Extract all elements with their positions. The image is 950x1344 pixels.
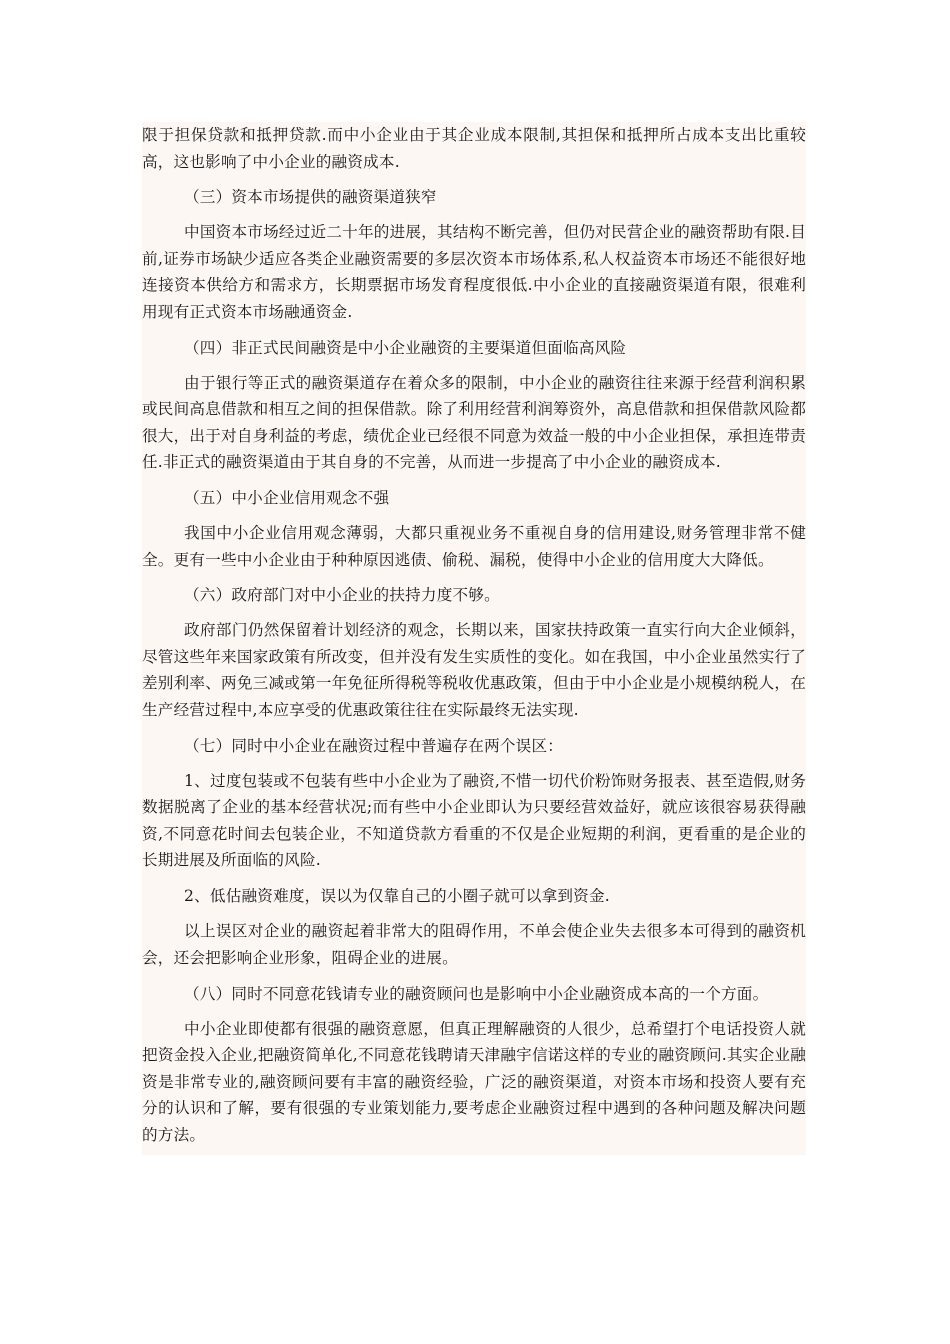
paragraph-government-support: 政府部门仍然保留着计划经济的观念，长期以来，国家扶持政策一直实行向大企业倾斜，尽管这些年来国家政策有所改变，但并没有发生实质性的变化。如在我国，中小企业虽然实行了差别利率、两免三减或第一年免征所得税等税收优惠政策，但由于中小企业是小规模纳税人，在生产经营过程中,本应享受的优惠政策往往在实际最终无法实现. xyxy=(142,621,806,719)
document-body xyxy=(142,122,806,1155)
section-heading-7: （七）同时中小企业在融资过程中普遍存在两个误区： xyxy=(184,736,564,755)
section-heading-5: （五）中小企业信用观念不强 xyxy=(184,488,390,507)
paragraph-misconception-2: 2、低估融资难度，误以为仅靠自己的小圈子就可以拿到资金. xyxy=(184,886,610,905)
paragraph-financing-advisor: 中小企业即使都有很强的融资意愿，但真正理解融资的人很少，总希望打个电话投资人就把资金投入企业,把融资简单化,不同意花钱聘请天津融宇信诺这样的专业的融资顾问.其实企业融资是非常专业的,融资顾问要有丰富的融资经验，广泛的融资渠道，对资本市场和投资人要有充分的认识和了解，要有很强的专业策划能力,要考虑企业融资过程中遇到的各种问题及解决问题的方法。 xyxy=(142,1019,806,1145)
paragraph-capital-market: 中国资本市场经过近二十年的进展，其结构不断完善，但仍对民营企业的融资帮助有限.目前,证券市场缺少适应各类企业融资需要的多层次资本市场体系,私人权益资本市场还不能很好地连接资本供给方和需求方，长期票据市场发育程度很低.中小企业的直接融资渠道有限，很难利用现有正式资本市场融通资金. xyxy=(142,223,806,321)
paragraph-misconception-impact: 以上误区对企业的融资起着非常大的阻碍作用，不单会使企业失去很多本可得到的融资机会，还会把影响企业形象，阻碍企业的进展。 xyxy=(142,922,806,968)
section-heading-3: （三）资本市场提供的融资渠道狭窄 xyxy=(184,188,437,207)
paragraph-credit-awareness: 我国中小企业信用观念薄弱，大都只重视业务不重视自身的信用建设,财务管理非常不健全。更有一些中小企业由于种种原因逃债、偷税、漏税，使得中小企业的信用度大大降低。 xyxy=(142,523,806,569)
section-heading-8: （八）同时不同意花钱请专业的融资顾问也是影响中小企业融资成本高的一个方面。 xyxy=(184,984,769,1003)
section-heading-4: （四）非正式民间融资是中小企业融资的主要渠道但面临高风险 xyxy=(184,338,627,357)
paragraph-guarantee-cost: 限于担保贷款和抵押贷款.而中小企业由于其企业成本限制,其担保和抵押所占成本支出比重较高，这也影响了中小企业的融资成本. xyxy=(142,126,806,171)
paragraph-misconception-1: 1、过度包装或不包装有些中小企业为了融资,不惜一切代价粉饰财务报表、甚至造假,财务数据脱离了企业的基本经营状况;而有些中小企业即认为只要经营效益好，就应该很容易获得融资,不同意花时间去包装企业，不知道贷款方看重的不仅是企业短期的利润，更看重的是企业的长期进展及所面临的风险. xyxy=(142,771,806,870)
section-heading-6: （六）政府部门对中小企业的扶持力度不够。 xyxy=(184,586,500,605)
paragraph-informal-financing: 由于银行等正式的融资渠道存在着众多的限制，中小企业的融资往往来源于经营利润积累或民间高息借款和相互之间的担保借款。除了利用经营利润筹资外，高息借款和担保借款风险都很大，出于对自身利益的考虑，绩优企业已经很不同意为效益一般的中小企业担保，承担连带责任.非正式的融资渠道由于其自身的不完善，从而进一步提高了中小企业的融资成本. xyxy=(142,373,806,472)
